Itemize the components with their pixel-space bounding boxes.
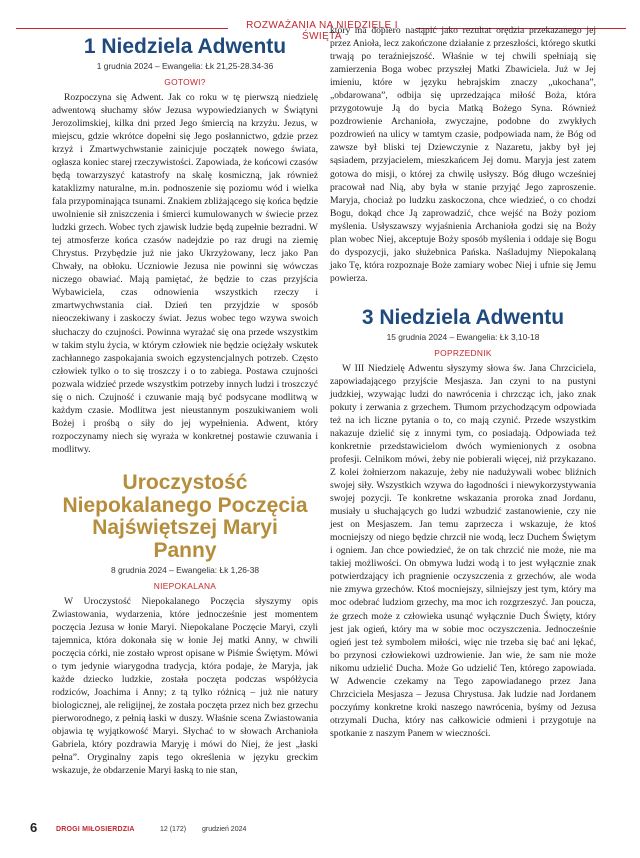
article-kicker: POPRZEDNIK (434, 347, 492, 358)
article-title: Uroczystość Niepokalanego Poczęcia Najświętszej Maryi Panny (62, 470, 308, 562)
article-kicker: GOTOWI? (164, 76, 206, 87)
left-column (52, 36, 318, 777)
article-body: W Uroczystość Niepokalanego Poczęcia słyszymy opis Zwiastowania, wydarzenia, które jednocześnie jest momentem poczęcia Jezusa w łonie Maryi. Niepokalane Poczęcie Maryi, czyli tajemnica, która dokonała się w łonie Jej matki Anny, w chwili poczęcia córki, nie zostało wprost opisane w Piśmie Świętym. Mówi o tym jedynie wiarygodna tradycja, która podaje, że Maryja, jak każde dziecko ludzkie, została poczęta podczas współżycia rodziców, Joachima i Anny; z tą tylko różnicą – już nie natury biologicznej, ale religijnej, że została poczęta przez nich bez grzechu pierworodnego, z pełnią łaski w duszy. Właśnie scena Zwiastowania objawia tę wyjątkowość Maryi. Słychać to w słowach Archanioła Gabriela, który pozdrawia Maryję i mówi do Niej, że jest „łaski pełna”. Oryginalny zapis tego określenia w języku greckim wskazuje, że obdarzenie Maryi łaską to nie stan, (52, 595, 318, 777)
magazine-name: DROGI MIŁOSIERDZIA (56, 826, 135, 833)
page-number: 6 (30, 820, 38, 835)
article-title: 3 Niedziela Adwentu (361, 305, 565, 329)
page-footer (16, 820, 626, 838)
article-body: W III Niedzielę Adwentu słyszymy słowa św. Jana Chrzciciela, zapowiadającego przyjście Mesjasza. Jan czyni to na pustyni judzkiej, wzywając ludzi do nawrócenia i chrzcząc ich, jako znak pokuty i zerwania z grzechem. Tłumom przychodzącym odpowiada też na ich liczne pytania o to, co mają czynić. Przede wszystkim nakazuje dzielić się z innymi tym, co posiadają. Odpowiada też konkretnie przedstawicielom dwóch wymienionych z osobna profesji. Celnikom mówi, żeby nie pobierali więcej, niż przykazano. Z kolei żołnierzom nakazuje, żeby nie nadużywali wobec bliźnich swojej siły. Wszystkich wzywa do łagodności i niewykorzystywania swojej pozycji. Te konkretne wskazania proroka znad Jordanu, musiały u słuchających go ludzi wzbudzić zastanowienie, czy nie jest on Mesjaszem. Jan temu zaprzecza i wskazuje, że ktoś mocniejszy od niego będzie chrzcił nie wodą, lecz Duchem Świętym i ogniem. Jan chce powiedzieć, że on tak chrzcić nie może, nie ma takiej możliwości. On obmywa ludzi wodą i to jest wyłącznie znak potwierdzający ich pragnienie oczyszczenia z grzechów, ale woda nie zmywa grzechów. Ktoś mocniejszy, silniejszy jest tym, który ma moc odebrać ludziom grzechy, ma moc ich rozgrzeszyć. Jan poucza, że grzech może z człowieka usunąć wyłącznie Duch Święty, który jest jak ogień, który ma w sobie moc oczyszczenia. Jednocześnie ogień jest też symbolem miłości, więc nie trzeba się bać ani lękać, bo przynosi człowiekowi uzdrowienie. Jan wie, że sam nie może nikomu udzielić Ducha. Może Go udzielić Ten, którego zapowiada. W Adwencie czekamy na Tego zapowiadanego przez Jana Chrzciciela Mesjasza – Jezusa Chrystusa. Jak ludzie nad Jordanem poczyńmy konkretne kroki naszego nawrócenia, byśmy od Jezusa otrzymali Ducha, który nas całkowicie odmieni i przygotuje na spotkanie z naszym Panem w wieczności. (330, 362, 596, 739)
article-title: 1 Niedziela Adwentu (83, 35, 287, 58)
issue-number: 12 (172) (160, 826, 187, 833)
article-subtitle: 1 grudnia 2024 – Ewangelia: Łk 21,25-28.34-36 (96, 60, 274, 71)
article-immaculate-conception (52, 472, 318, 777)
article-advent-3 (330, 307, 596, 740)
article-subtitle: 8 grudnia 2024 – Ewangelia: Łk 1,26-38 (110, 564, 260, 575)
issue-date: grudzień 2024 (202, 826, 247, 833)
right-column (330, 25, 596, 740)
article-subtitle: 15 grudnia 2024 – Ewangelia: Łk 3,10-18 (386, 331, 540, 342)
article-kicker: NIEPOKALANA (153, 580, 217, 591)
section-header: ROZWAŻANIA NA NIEDZIELE I ŚWIĘTA (246, 20, 398, 42)
article-body: Rozpoczyna się Adwent. Jak co roku w tę pierwszą niedzielę adwentową słuchamy słów Jezusa wypowiedzianych w Świątyni Jerozolimskiej, kilka dni przed Jego śmiercią na krzyżu. Jezus, w miejscu, gdzie wkrótce dopełni się Jego posłannictwo, gdzie przez krzyż i Zmartwychwstanie zainicjuje początek nowego świata, ogłasza koniec starej rzeczywistości. Zapowiada, że końcowi czasów będą towarzyszyć katastrofy na skalę kosmiczną, jak również kataklizmy naturalne, m.in. podnoszenie się poziomu wód i wielka fala przypominająca tsunami. Znakiem zbliżającego się końca będzie uwolnienie sił zniszczenia i śmierci kumulowanych w świecie przez ludzki grzech. Wobec tych zjawisk ludzie będą zupełnie bezradni. W tej atmosferze końca czasów nadejdzie po raz drugi na ziemię Chrystus. Przybędzie już nie jako Ukrzyżowany, lecz jako Pan Chwały, na obłoku. Uczniowie Jezusa nie powinni się wówczas niczego obawiać. Mają pamiętać, że będzie to czas przyjścia Wybawiciela, czas odnowienia wszystkich rzeczy i zmartwychwstania ciał. Dzień ten przyjdzie w sposób nieoczekiwany i zaskoczy świat. Jezus wobec tego wzywa swoich słuchaczy do czujności. Powinna wyrażać się ona przede wszystkim w takim stylu życia, w którym człowiek nie będzie ociężały wskutek zachłannego zaspokajania swoich egzystencjalnych potrzeb. Często człowiek tylko o to się troszczy i o to zabiega. Postawa czujności pozwala widzieć przede wszystkim potrzeby innych ludzi i troszczyć się o nich. Czujność i czuwanie mają być podsycane modlitwą w każdym czasie. Modlitwa jest nieustannym poszukiwaniem woli Bożej i prośbą o siły do jej wypełnienia. Adwent, który rozpoczynamy niech się wyraża w konkretnej postawie czuwania i modlitwy. (52, 91, 318, 455)
article-body-continuation: który ma dopiero nastąpić jako rezultat orędzia przekazanego jej przez Anioła, lecz zakończone działanie z przeszłości, którego skutki trwają po teraźniejszość. Właśnie w tej chwili spełniają się zamierzenia Boga wobec przyszłej Matki Zbawiciela. Już w Jej imieniu, które w języku hebrajskim znaczy „ukochana”, „obdarowana”, odbija się uprzedzająca miłość Boża, która przygotowuje Ją do bycia Matką Bożego Syna. Również pozdrowienie Archanioła, zwyczajne, podobne do zwykłych pozdrowień na ulicy w tamtym czasie, podpowiada nam, że Bóg od zawsze był bliski tej Dziewczynie z Nazaretu, jakby był jej sąsiadem, przyjacielem, mieszkańcem Jej domu. Maryja jest zatem gotowa do misji, o której za chwilę usłyszy. Bóg długo wcześniej pracował nad Nią, aby była w stanie przyjąć Jego zaproszenie. Maryja, chociaż po ludzku zaskoczona, chce wiedzieć, o co chodzi Bogu, dokąd chce Ją zaprowadzić, chce wejść na Boży poziom myślenia. Usłyszawszy wyjaśnienia Archanioła godzi się na Boży plan wobec Niej, akceptuje Boży sposób myślenia i oddaje się Bogu do dyspozycji, jako służebnica Pańska. Naśladujmy Niepokalaną jako Tę, która rozpoznaje Boże zamiary wobec Niej i ufnie się Jemu powierza. (330, 25, 596, 284)
article-advent-1 (52, 36, 318, 456)
header-rule-left (16, 28, 228, 29)
